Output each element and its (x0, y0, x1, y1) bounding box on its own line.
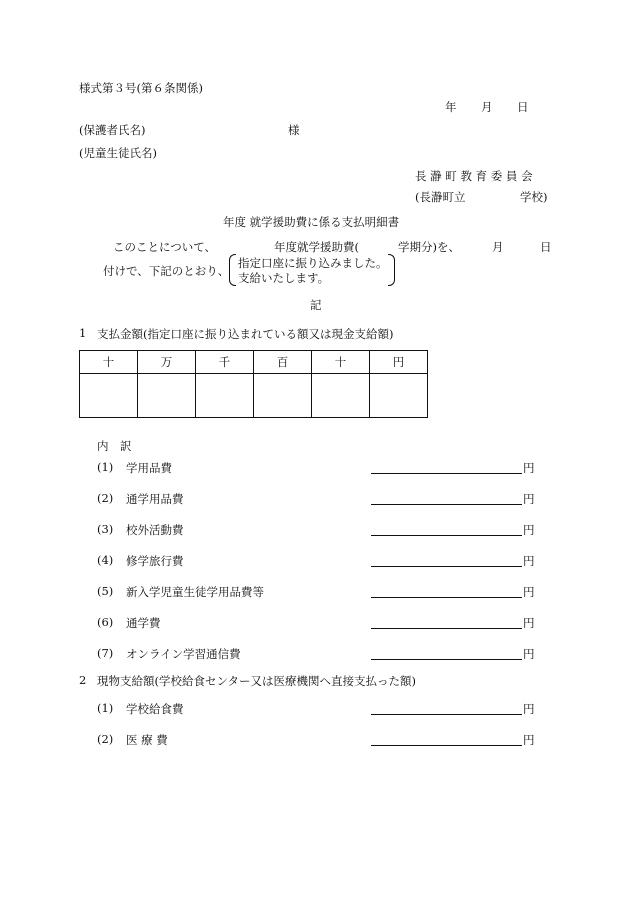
document-title: 年度 就学援助費に係る支払明細書 (223, 215, 400, 229)
item-label: 新入学児童生徒学用品費等 (126, 585, 264, 599)
item-label: 学校給食費 (126, 702, 184, 716)
student-label: (児童生徒氏名) (79, 146, 157, 160)
item-label: 通学費 (126, 616, 161, 630)
yen-unit: 円 (523, 461, 535, 475)
item-number: (1) (97, 460, 114, 474)
amount-underline[interactable] (371, 597, 522, 598)
amount-header-cell: 百 (254, 351, 312, 374)
yen-unit: 円 (523, 647, 535, 661)
guardian-label: (保護者氏名) (79, 123, 146, 137)
amount-value-cell[interactable] (196, 374, 254, 418)
yen-unit: 円 (523, 554, 535, 568)
amount-underline[interactable] (371, 535, 522, 536)
amount-underline[interactable] (371, 566, 522, 567)
amount-header-cell: 万 (138, 351, 196, 374)
yen-unit: 円 (523, 702, 535, 716)
item-label: 校外活動費 (126, 523, 184, 537)
yen-unit: 円 (523, 585, 535, 599)
amount-header-row (80, 351, 428, 374)
amount-value-row (80, 374, 428, 418)
amount-value-cell[interactable] (138, 374, 196, 418)
item-label: オンライン学習通信費 (126, 647, 241, 661)
item-label: 通学用品費 (126, 492, 184, 506)
item-number: (4) (97, 553, 114, 567)
form-number: 様式第３号(第６条関係) (79, 81, 203, 95)
yen-unit: 円 (523, 616, 535, 630)
body-text-3: 学期分)を、 (398, 240, 460, 254)
amount-value-cell[interactable] (370, 374, 428, 418)
amount-value-cell[interactable] (80, 374, 138, 418)
issuer-school-prefix: (長瀞町立 (415, 190, 466, 204)
date-year-label: 年 (445, 100, 457, 114)
item-number: (2) (97, 491, 114, 505)
issuer-school-suffix: 学校) (520, 190, 548, 204)
guardian-suffix: 様 (288, 123, 300, 137)
item-number: (7) (97, 646, 114, 660)
amount-header-cell: 十 (312, 351, 370, 374)
date-month-label: 月 (481, 100, 493, 114)
right-bracket (388, 254, 395, 286)
section2-title: 現物支給額(学校給食センター又は医療機関へ直接支払った額) (97, 674, 417, 688)
body-text-1: このことについて、 (113, 240, 217, 254)
body-text-2: 年度就学援助費( (274, 240, 359, 254)
option-transfer: 指定口座に振り込みました。 (238, 256, 388, 270)
section1-number: 1 (79, 326, 87, 340)
date-day-label: 日 (517, 100, 529, 114)
amount-header-cell: 千 (196, 351, 254, 374)
yen-unit: 円 (523, 523, 535, 537)
amount-underline[interactable] (371, 473, 522, 474)
amount-header-cell: 円 (370, 351, 428, 374)
item-label: 修学旅行費 (126, 554, 184, 568)
amount-underline[interactable] (371, 504, 522, 505)
issuer-name: 長 瀞 町 教 育 委 員 会 (415, 169, 533, 183)
option-payment: 支給いたします。 (238, 271, 330, 285)
body-month-label: 月 (492, 240, 504, 254)
amount-value-cell[interactable] (254, 374, 312, 418)
amount-value-cell[interactable] (312, 374, 370, 418)
item-number: (5) (97, 584, 114, 598)
body-day-label: 日 (540, 240, 552, 254)
section1-title: 支払金額(指定口座に振り込まれている額又は現金支給額) (97, 327, 394, 341)
amount-underline[interactable] (371, 659, 522, 660)
item-number: (1) (97, 701, 114, 715)
amount-header-cell: 十 (80, 351, 138, 374)
amount-table (79, 350, 428, 418)
body-text-4: 付けで、下記のとおり、 (103, 264, 230, 278)
amount-underline[interactable] (371, 714, 522, 715)
amount-underline[interactable] (371, 628, 522, 629)
amount-underline[interactable] (371, 745, 522, 746)
item-number: (6) (97, 615, 114, 629)
item-label: 学用品費 (126, 461, 172, 475)
ki-label: 記 (310, 298, 322, 312)
section2-number: 2 (79, 673, 87, 687)
yen-unit: 円 (523, 492, 535, 506)
item-number: (3) (97, 522, 114, 536)
breakdown-label: 内 訳 (97, 439, 132, 453)
left-bracket (229, 254, 236, 286)
item-label: 医 療 費 (126, 733, 168, 747)
yen-unit: 円 (523, 733, 535, 747)
item-number: (2) (97, 732, 114, 746)
